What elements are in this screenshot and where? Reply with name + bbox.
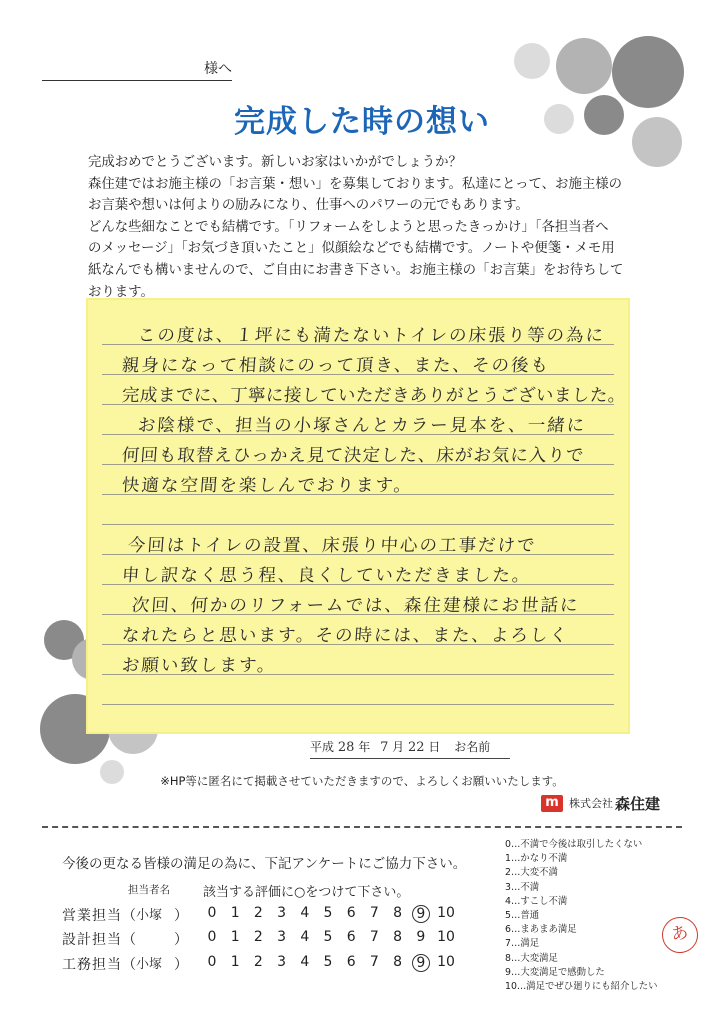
- rating-option-8[interactable]: 8: [393, 905, 403, 921]
- legend-item: 7…満足: [505, 938, 540, 950]
- rating-option-4[interactable]: 4: [300, 954, 310, 970]
- rating-option-0[interactable]: 0: [207, 905, 217, 921]
- intro-line: 紙なんでも構いませんので、ご自由にお書き下さい。お施主様の「お言葉」をお待ちして: [88, 262, 624, 278]
- date-era: 平成: [310, 740, 335, 754]
- date-month-unit: 月: [392, 740, 405, 754]
- company-type: 株式会社: [569, 797, 613, 810]
- intro-line: どんな些細なことでも結構です。「リフォームをしようと思ったきっかけ」「各担当者へ: [88, 219, 609, 235]
- ruled-line: [102, 704, 614, 705]
- date-month: 7: [380, 740, 389, 755]
- legend-item: 6…まあまあ満足: [505, 924, 577, 936]
- intro-line: お言葉や想いは何よりの励みになり、仕事へのパワーの元でもあります。: [88, 198, 529, 214]
- message-line: 快適な空間を楽しんでおります。: [121, 476, 414, 496]
- rating-option-8[interactable]: 8: [393, 954, 403, 970]
- name-label: お名前: [454, 740, 491, 754]
- date-and-name-row: [310, 738, 510, 759]
- handwritten-stamp: あ: [659, 914, 702, 957]
- rating-option-10[interactable]: 10: [437, 929, 455, 945]
- cut-line-divider: [42, 826, 682, 828]
- rating-option-5[interactable]: 5: [323, 929, 333, 945]
- paren-close: ）: [174, 932, 188, 948]
- rating-option-10[interactable]: 10: [437, 905, 455, 921]
- staff-name: 小塚: [136, 908, 163, 923]
- rating-option-2[interactable]: 2: [253, 929, 263, 945]
- survey-intro: 今後の更なる皆様の満足の為に、下記アンケートにご協力下さい。: [62, 856, 467, 872]
- company-name: 森住建: [615, 794, 661, 813]
- rating-option-0[interactable]: 0: [207, 954, 217, 970]
- rating-option-2[interactable]: 2: [253, 905, 263, 921]
- rating-option-5[interactable]: 5: [323, 905, 333, 921]
- rating-option-1[interactable]: 1: [230, 929, 240, 945]
- rating-option-4[interactable]: 4: [300, 929, 310, 945]
- legend-item: 1…かなり不満: [505, 853, 568, 865]
- message-line: 親身になって相談にのって頂き、また、その後も: [121, 356, 551, 376]
- survey-row-label: 工務担当: [62, 957, 122, 973]
- intro-line: のメッセージ」「お気づき頂いたこと」似顔絵などでも結構です。ノートや便箋・メモ用: [88, 241, 615, 257]
- rating-option-7[interactable]: 7: [369, 905, 379, 921]
- ruled-line: [102, 524, 614, 525]
- message-line: この度は、１坪にも満たないトイレの床張り等の為に: [137, 326, 606, 346]
- paren-open: （: [122, 908, 136, 924]
- handwritten-message-area: [88, 300, 628, 732]
- legend-item: 10…満足でぜひ廻りにも紹介したい: [505, 981, 658, 993]
- date-day: 22: [408, 740, 425, 755]
- survey-row-label: 設計担当: [62, 932, 122, 948]
- intro-text: [88, 152, 648, 303]
- rating-option-6[interactable]: 6: [346, 929, 356, 945]
- disclaimer: ※HP等に匿名にて掲載させていただきますので、よろしくお願いいたします。: [160, 774, 564, 788]
- rating-option-1[interactable]: 1: [230, 954, 240, 970]
- staff-name: 小塚: [136, 957, 163, 972]
- company-mark-icon: m: [541, 795, 563, 812]
- decor-circle: [556, 38, 612, 94]
- legend-item: 3…不満: [505, 881, 540, 893]
- rating-option-9[interactable]: 9: [412, 954, 430, 972]
- intro-line: 完成おめでとうございます。新しいお家はいかがでしょうか？: [88, 155, 462, 170]
- message-line: お願い致します。: [121, 656, 278, 676]
- rating-option-7[interactable]: 7: [369, 954, 379, 970]
- legend-item: 2…大変不満: [505, 867, 558, 879]
- date-year-unit: 年: [358, 740, 371, 754]
- rating-option-0[interactable]: 0: [207, 929, 217, 945]
- rating-column-header: 該当する評価に○をつけて下さい。: [203, 885, 410, 900]
- paren-close: ）: [174, 908, 188, 924]
- legend-item: 0…不満で今後は取引したくない: [505, 839, 643, 850]
- rating-option-6[interactable]: 6: [346, 954, 356, 970]
- page-title: 完成した時の想い: [234, 104, 490, 140]
- message-line: 完成までに、丁寧に接していただきありがとうございました。: [121, 386, 627, 406]
- rating-option-2[interactable]: 2: [253, 954, 263, 970]
- rating-option-9[interactable]: 9: [412, 905, 430, 923]
- rating-option-6[interactable]: 6: [346, 905, 356, 921]
- rating-option-7[interactable]: 7: [369, 929, 379, 945]
- rating-option-1[interactable]: 1: [230, 905, 240, 921]
- message-line: 今回はトイレの設置、床張り中心の工事だけで: [127, 536, 538, 556]
- rating-option-10[interactable]: 10: [437, 954, 455, 970]
- rating-option-5[interactable]: 5: [323, 954, 333, 970]
- legend-item: 8…大変満足: [505, 952, 558, 964]
- decor-circle: [514, 43, 550, 79]
- paren-close: ）: [174, 957, 188, 973]
- intro-line: おります。: [88, 284, 154, 300]
- paren-open: （: [122, 957, 136, 973]
- message-line: 次回、何かのリフォームでは、森住建様にお世話に: [131, 596, 581, 616]
- legend-item: 5…普通: [505, 910, 540, 922]
- rating-option-3[interactable]: 3: [277, 929, 287, 945]
- legend-item: 4…すこし不満: [505, 895, 568, 907]
- intro-line: 森住建ではお施主様の「お言葉・想い」を募集しております。私達にとって、お施主様の: [88, 176, 623, 192]
- legend-item: 9…大変満足で感動した: [505, 966, 605, 978]
- date-year: 28: [337, 740, 355, 755]
- paren-open: （: [122, 932, 136, 948]
- message-line: 申し訳なく思う程、良くしていただきました。: [121, 566, 533, 586]
- rating-option-3[interactable]: 3: [277, 954, 287, 970]
- message-line: 何回も取替えひっかえ見て決定した、床がお気に入りで: [121, 446, 586, 466]
- rating-legend: [505, 838, 658, 994]
- date-day-unit: 日: [428, 740, 441, 754]
- message-line: なれたらと思います。その時には、また、よろしく: [121, 626, 570, 646]
- message-line: お陰様で、担当の小塚さんとカラー見本を、一緒に: [137, 416, 587, 436]
- rating-option-8[interactable]: 8: [393, 929, 403, 945]
- survey-row-label: 営業担当: [62, 908, 122, 924]
- staff-column-header: 担当者名: [128, 884, 170, 896]
- rating-option-3[interactable]: 3: [277, 905, 287, 921]
- rating-option-9[interactable]: 9: [416, 929, 426, 945]
- addressee-line: [42, 56, 232, 81]
- addressee-suffix: 様へ: [204, 61, 232, 77]
- rating-option-4[interactable]: 4: [300, 905, 310, 921]
- company-logo: [541, 793, 660, 813]
